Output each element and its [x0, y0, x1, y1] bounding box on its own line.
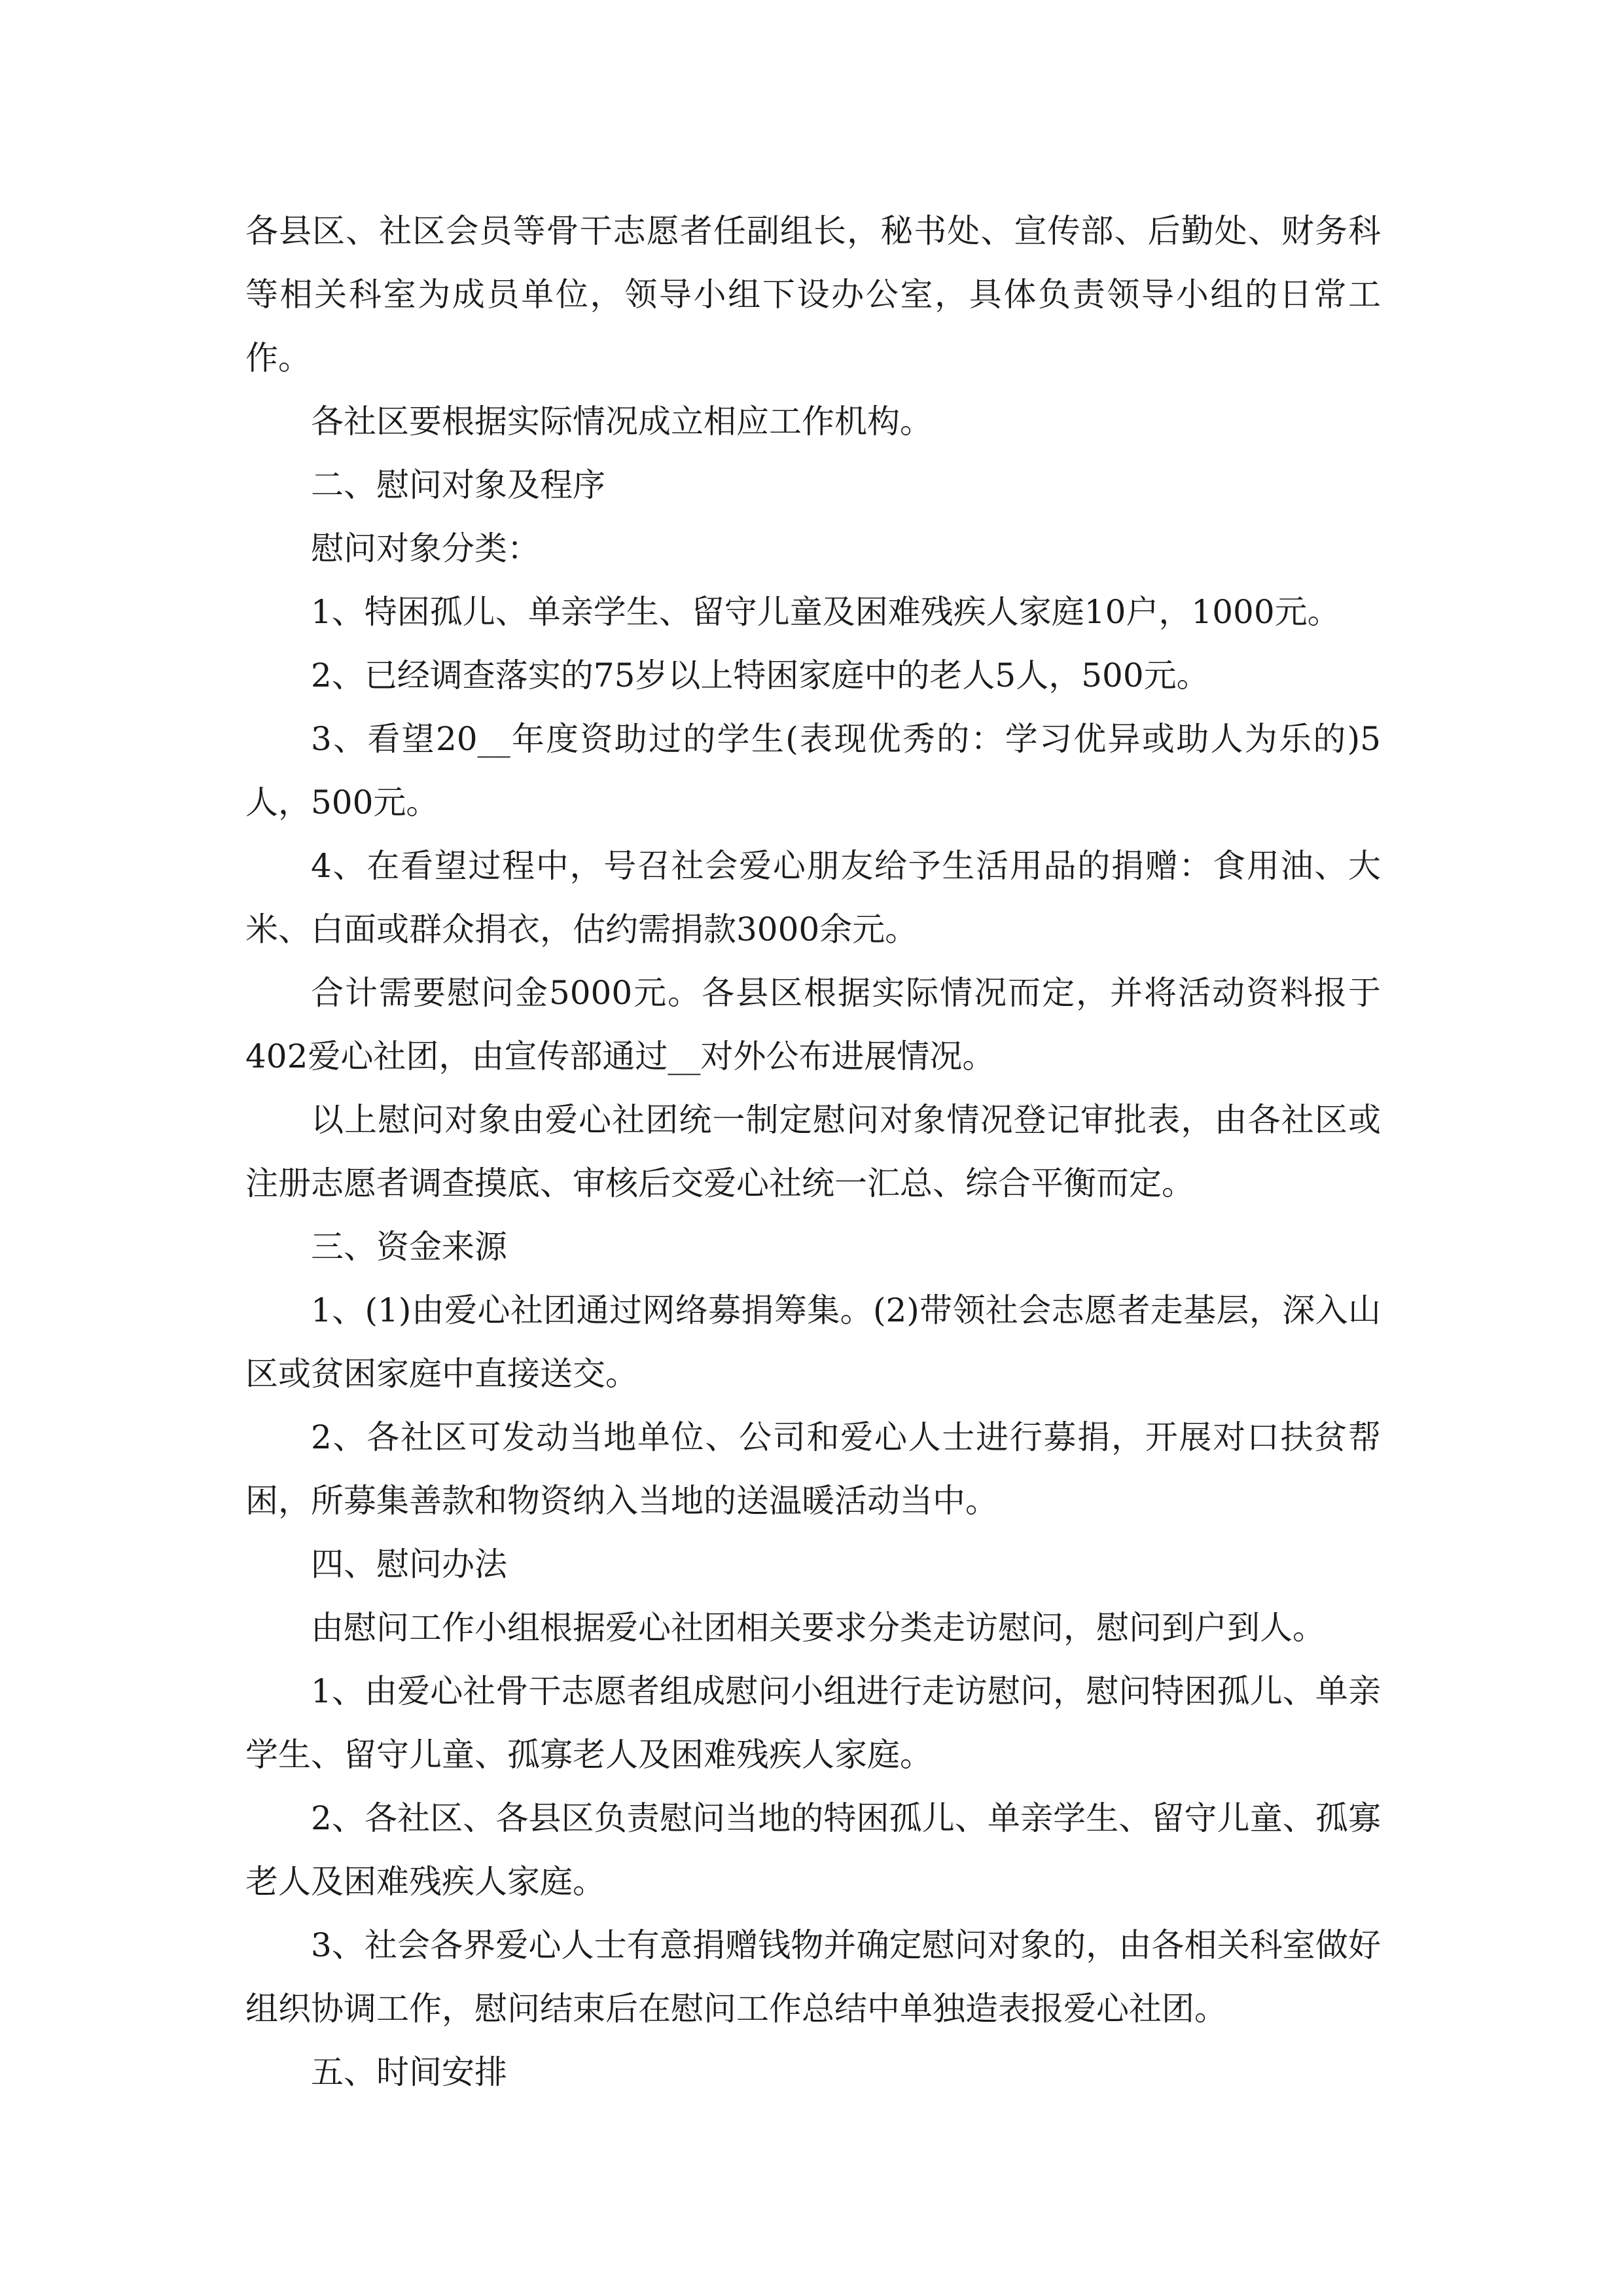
paragraph: 各县区、社区会员等骨干志愿者任副组长，秘书处、宣传部、后勤处、财务科等相关科室为成员单位，领导小组下设办公室，具体负责领导小组的日常工作。 — [245, 212, 1381, 377]
paragraph: 各社区要根据实际情况成立相应工作机构。 — [311, 403, 933, 440]
document-body — [245, 200, 1381, 2104]
paragraph: 以上慰问对象由爱心社团统一制定慰问对象情况登记审批表，由各社区或注册志愿者调查摸底、审核后交爱心社统一汇总、综合平衡而定。 — [245, 1101, 1381, 1202]
list-item: 3、看望20__年度资助过的学生(表现优秀的：学习优异或助人为乐的)5人，500元。 — [245, 720, 1381, 821]
list-item: 2、已经调查落实的75岁以上特困家庭中的老人5人，500元。 — [311, 656, 1209, 694]
section-heading: 三、资金来源 — [311, 1228, 507, 1266]
list-item: 4、在看望过程中，号召社会爱心朋友给予生活用品的捐赠：食用油、大米、白面或群众捐衣，估约需捐款3000余元。 — [245, 847, 1381, 948]
paragraph: 慰问对象分类： — [311, 529, 540, 567]
list-item: 1、特困孤儿、单亲学生、留守儿童及困难残疾人家庭10户，1000元。 — [311, 593, 1340, 631]
list-item: 2、各社区可发动当地单位、公司和爱心人士进行募捐，开展对口扶贫帮困，所募集善款和物资纳入当地的送温暖活动当中。 — [245, 1418, 1381, 1520]
paragraph: 合计需要慰问金5000元。各县区根据实际情况而定，并将活动资料报于402爱心社团，由宣传部通过__对外公布进展情况。 — [245, 974, 1381, 1075]
section-heading: 二、慰问对象及程序 — [311, 466, 605, 504]
list-item: 2、各社区、各县区负责慰问当地的特困孤儿、单亲学生、留守儿童、孤寡老人及困难残疾人家庭。 — [245, 1799, 1381, 1901]
list-item: 3、社会各界爱心人士有意捐赠钱物并确定慰问对象的，由各相关科室做好组织协调工作，慰问结束后在慰问工作总结中单独造表报爱心社团。 — [245, 1926, 1381, 2028]
section-heading: 五、时间安排 — [311, 2053, 507, 2091]
list-item: 1、(1)由爱心社团通过网络募捐筹集。(2)带领社会志愿者走基层，深入山区或贫困家庭中直接送交。 — [245, 1291, 1381, 1393]
paragraph: 由慰问工作小组根据爱心社团相关要求分类走访慰问，慰问到户到人。 — [311, 1609, 1325, 1647]
list-item: 1、由爱心社骨干志愿者组成慰问小组进行走访慰问，慰问特困孤儿、单亲学生、留守儿童、孤寡老人及困难残疾人家庭。 — [245, 1672, 1381, 1774]
section-heading: 四、慰问办法 — [311, 1545, 507, 1583]
